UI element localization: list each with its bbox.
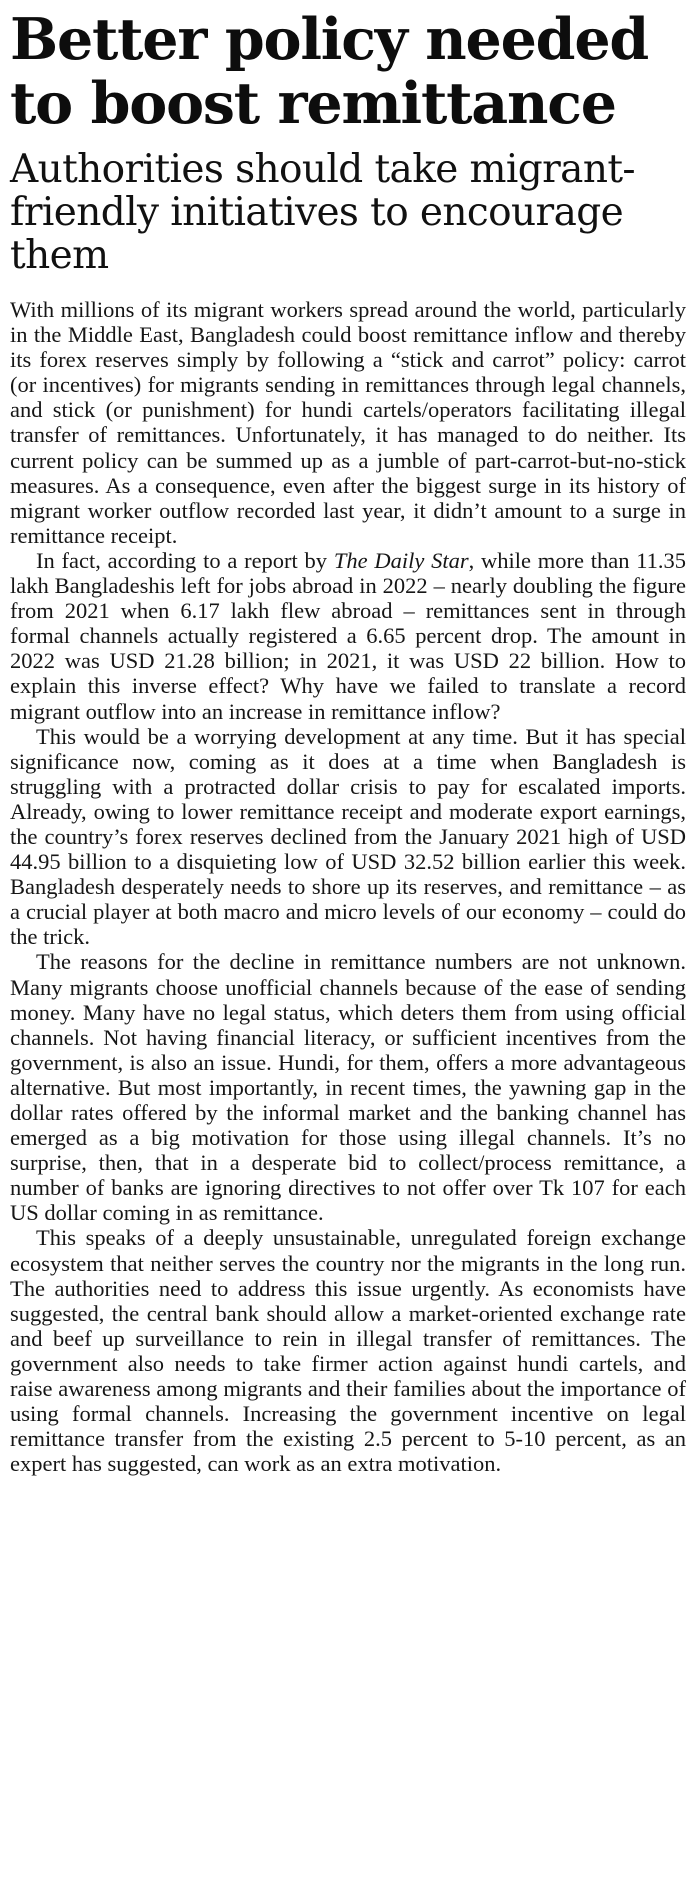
headline: Better policy needed to boost remittance xyxy=(10,6,649,137)
paragraph-2-lead: In fact, according to a report by xyxy=(36,547,334,573)
paragraph-3: This would be a worrying development at any time. But it has special significance now, coming as it does at a time when Bangladesh is struggling with a protracted dollar crisis to pay for escalated imports. Already, owing to lower remittance receipt and moderate export earnings, the country’s forex reserves declined from the January 2021 high of USD 44.95 billion to a disquieting low of USD 32.52 billion earlier this week. Bangladesh desperately needs to shore up its reserves, and remittance – as a crucial player at both macro and micro levels of our economy – could do the trick. xyxy=(10,723,686,950)
paragraph-2 xyxy=(10,548,686,724)
editorial-article xyxy=(10,8,686,1476)
paragraph-4: The reasons for the decline in remittance numbers are not unknown. Many migrants choose unofficial channels because of the ease of sending money. Many have no legal status, which deters them from using official channels. Not having financial literacy, or sufficient incentives from the government, is also an issue. Hundi, for them, offers a more advantageous alternative. But most importantly, in recent times, the yawning gap in the dollar rates offered by the informal market and the banking channel has emerged as a big motivation for those using illegal channels. It’s no surprise, then, that in a desperate bid to collect/process remittance, a number of banks are ignoring directives to not offer over Tk 107 for each US dollar coming in as remittance. xyxy=(10,949,686,1226)
publication-name: The Daily Star xyxy=(333,547,469,573)
article-body xyxy=(10,297,686,1476)
paragraph-1: With millions of its migrant workers spread around the world, particularly in the Middle East, Bangladesh could boost remittance inflow and thereby its forex reserves simply by following a “stick and carrot” policy: carrot (or incentives) for migrants sending in remittances through legal channels, and stick (or punishment) for hundi cartels/operators facilitating illegal transfer of remittances. Unfortunately, it has managed to do neither. Its current policy can be summed up as a jumble of part-carrot-but-no-stick measures. As a consequence, even after the biggest surge in its history of migrant worker outflow recorded last year, it didn’t amount to a surge in remittance receipt. xyxy=(10,297,686,548)
subheadline: Authorities should take migrant-friendly initiatives to encourage them xyxy=(10,147,635,278)
paragraph-5: This speaks of a deeply unsustainable, unregulated foreign exchange ecosystem that neither serves the country nor the migrants in the long run. The authorities need to address this issue urgently. As economists have suggested, the central bank should allow a market-oriented exchange rate and beef up surveillance to rein in illegal transfer of remittances. The government also needs to take firmer action against hundi cartels, and raise awareness among migrants and their families about the importance of using formal channels. Increasing the government incentive on legal remittance transfer from the existing 2.5 percent to 5-10 percent, as an expert has suggested, can work as an extra motivation. xyxy=(10,1225,686,1477)
paragraph-2-rest: , while more than 11.35 lakh Bangladeshis left for jobs abroad in 2022 – nearly doubling the figure from 2021 when 6.17 lakh flew abroad – remittances sent in through formal channels actually registered a 6.65 percent drop. The amount in 2022 was USD 21.28 billion; in 2021, it was USD 22 billion. How to explain this inverse effect? Why have we failed to translate a record migrant outflow into an increase in remittance inflow? xyxy=(10,547,687,724)
